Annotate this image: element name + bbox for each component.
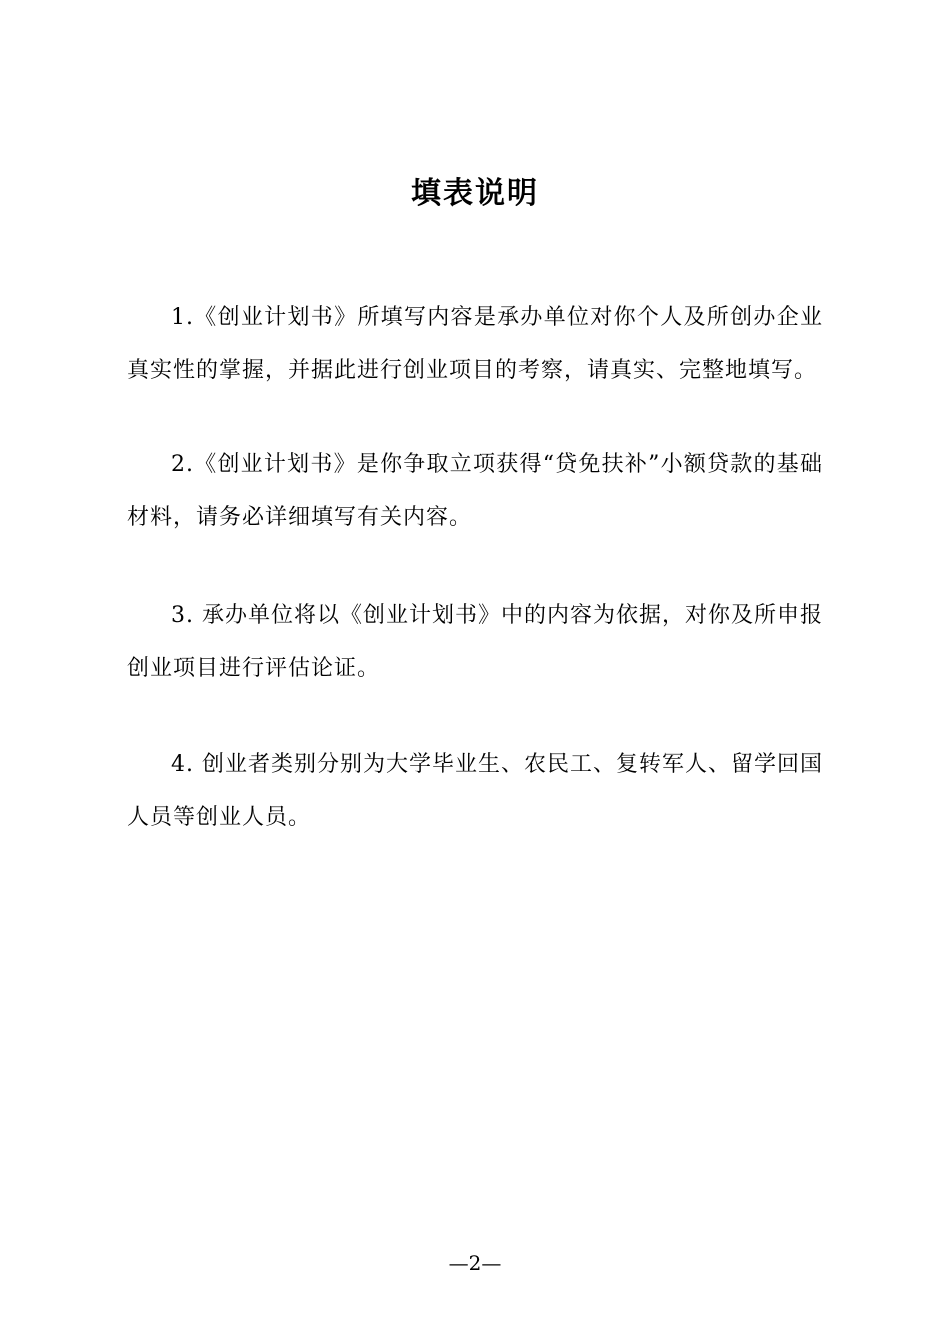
instruction-paragraph-2: 2.《创业计划书》是你争取立项获得“贷免扶补”小额贷款的基础材料，请务必详细填写有关内容。 (127, 452, 823, 530)
instruction-paragraph-3: 3. 承办单位将以《创业计划书》中的内容为依据，对你及所申报创业项目进行评估论证。 (127, 603, 823, 681)
page-number: —2— (448, 1251, 502, 1275)
instruction-paragraph-4: 4. 创业者类别分别为大学毕业生、农民工、复转军人、留学回国人员等创业人员。 (127, 752, 823, 830)
page-title: 填表说明 (411, 176, 539, 211)
instruction-paragraph-1: 1.《创业计划书》所填写内容是承办单位对你个人及所创办企业真实性的掌握，并据此进行创业项目的考察，请真实、完整地填写。 (127, 305, 823, 383)
